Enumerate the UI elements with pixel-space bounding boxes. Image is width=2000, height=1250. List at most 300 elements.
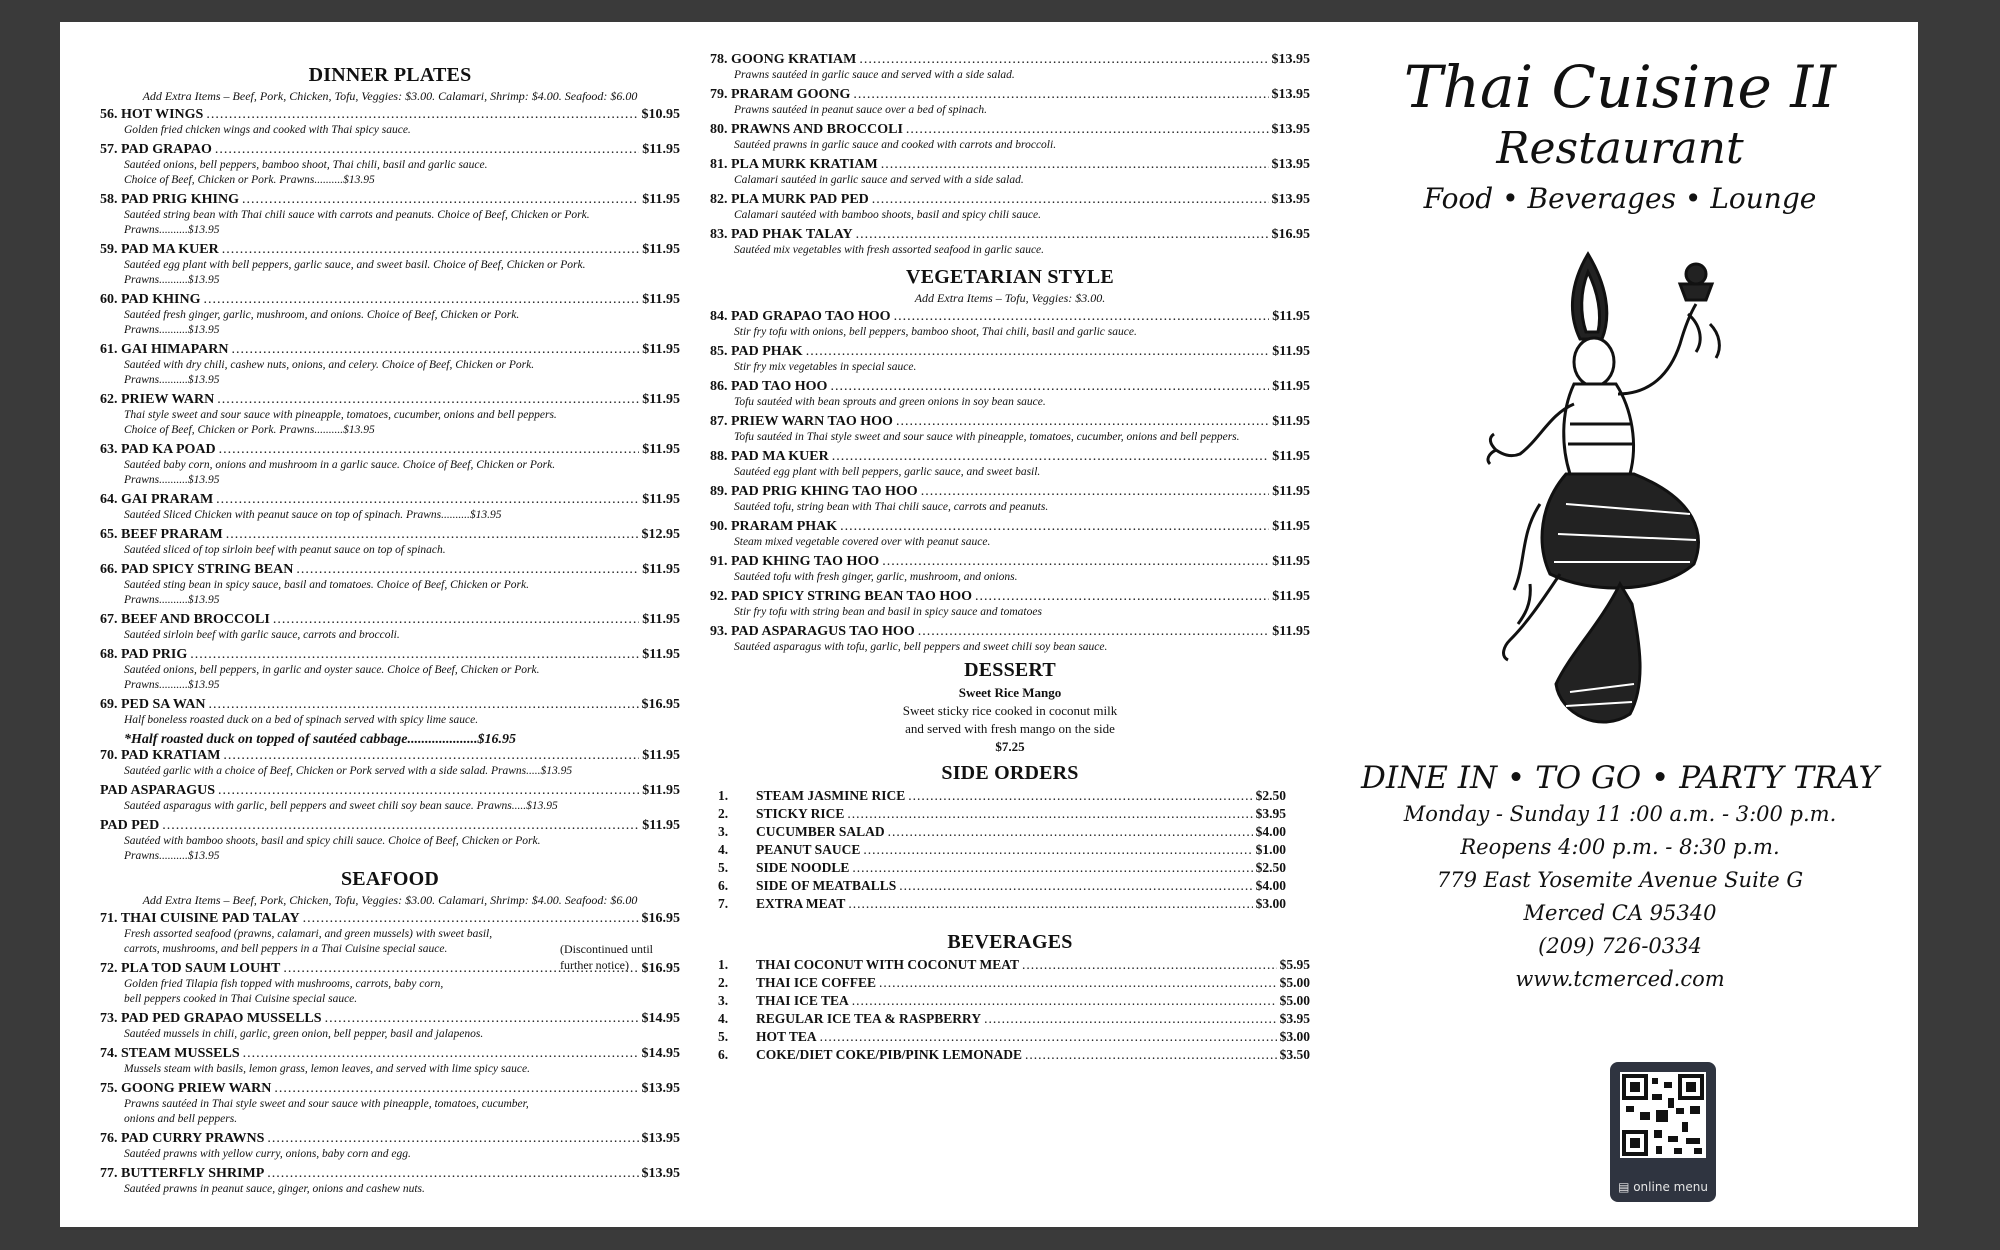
menu-item-name: 62. PRIEW WARN xyxy=(100,392,215,407)
menu-item-price: $11.95 xyxy=(642,342,680,357)
menu-item-name: 65. BEEF PRARAM xyxy=(100,527,223,542)
dot-leader xyxy=(975,589,1269,605)
menu-item-description: Golden fried Tilapia fish topped with mushrooms, carrots, baby corn, xyxy=(124,978,444,990)
menu-item-row xyxy=(710,87,1310,103)
menu-item-row xyxy=(710,519,1310,535)
menu-item-description: Fresh assorted seafood (prawns, calamari, and green mussels) with sweet basil, xyxy=(124,928,493,940)
list-item-number: 5. xyxy=(718,1029,729,1044)
menu-item-price: $11.95 xyxy=(642,492,680,507)
menu-item-description: Sautéed tofu with fresh ginger, garlic, mushroom, and onions. xyxy=(734,571,1018,583)
list-item xyxy=(718,1046,1310,1064)
address-street: 779 East Yosemite Avenue Suite G xyxy=(1436,868,1804,892)
menu-item-description: Sautéed baby corn, onions and mushroom in a garlic sauce. Choice of Beef, Chicken or Pork. xyxy=(124,459,556,471)
menu-item-name: 78. GOONG KRATIAM xyxy=(710,52,857,67)
menu-item xyxy=(100,697,680,728)
menu-item xyxy=(100,911,680,957)
menu-item-name: 92. PAD SPICY STRING BEAN TAO HOO xyxy=(710,589,973,604)
menu-item-description-extra: Prawns..........$13.95 xyxy=(124,274,220,286)
thai-dancer-illustration xyxy=(1470,244,1770,744)
menu-item-row xyxy=(100,107,680,123)
menu-item xyxy=(100,748,680,779)
dot-leader xyxy=(848,895,1252,913)
menu-item-name: 61. GAI HIMAPARN xyxy=(100,342,229,357)
menu-item xyxy=(710,87,1310,118)
menu-item-row xyxy=(100,192,680,208)
list-item-number: 1. xyxy=(718,957,729,972)
vegetarian-note: Add Extra Items – Tofu, Veggies: $3.00. xyxy=(914,291,1106,305)
online-menu-text: online menu xyxy=(1633,1180,1708,1194)
menu-item-price: $11.95 xyxy=(1272,379,1310,394)
menu-item-name: 66. PAD SPICY STRING BEAN xyxy=(100,562,294,577)
seafood-title: SEAFOOD xyxy=(340,868,440,890)
menu-item-description: Sautéed prawns in garlic sauce and cooked with carrots and broccoli. xyxy=(734,139,1057,151)
dinner-plates-note: Add Extra Items – Beef, Pork, Chicken, Tofu, Veggies: $3.00. Calamari, Shrimp: $4.00. Seafood: $6.00 xyxy=(142,89,638,103)
menu-item-row xyxy=(100,1131,680,1147)
menu-item-description-extra: Prawns..........$13.95 xyxy=(124,679,220,691)
menu-item-description: Sautéed mussels in chili, garlic, green onion, bell pepper, basil and jalapenos. xyxy=(124,1028,484,1040)
list-item xyxy=(718,956,1310,974)
dot-leader xyxy=(906,122,1269,138)
menu-item-row xyxy=(100,1046,680,1062)
menu-item-description: Steam mixed vegetable covered over with peanut sauce. xyxy=(734,536,991,548)
menu-item-description: Prawns sautéed in garlic sauce and served with a side salad. xyxy=(734,69,1015,81)
dot-leader xyxy=(1025,1046,1277,1064)
dot-leader xyxy=(217,392,639,408)
menu-item-description: Sautéed tofu, string bean with Thai chili sauce, carrots and peanuts. xyxy=(734,501,1049,513)
menu-item-price: $14.95 xyxy=(641,1046,680,1061)
menu-item-row xyxy=(710,379,1310,395)
menu-item-description: Sautéed Sliced Chicken with peanut sauce on top of spinach. Prawns..........$13.95 xyxy=(124,509,502,521)
menu-item-description: Prawns sautéed in Thai style sweet and sour sauce with pineapple, tomatoes, cucumber, xyxy=(124,1098,529,1110)
menu-item-name: 82. PLA MURK PAD PED xyxy=(710,192,869,207)
menu-item-description: Sautéed asparagus with garlic, bell peppers and sweet chili soy bean sauce. Prawns.....$13.95 xyxy=(124,800,558,812)
dot-leader xyxy=(243,1046,639,1062)
menu-item-description: Tofu sautéed with bean sprouts and green onions in soy bean sauce. xyxy=(734,396,1046,408)
seafood-list xyxy=(100,911,680,1197)
dot-leader xyxy=(242,192,639,208)
menu-item xyxy=(100,142,680,188)
menu-item-row xyxy=(100,442,680,458)
menu-item-row xyxy=(710,192,1310,208)
seafood-note: Add Extra Items – Beef, Pork, Chicken, Tofu, Veggies: $3.00. Calamari, Shrimp: $4.00. Seafood: $6.00 xyxy=(142,893,638,907)
menu-item-row xyxy=(710,414,1310,430)
menu-item-price: $13.95 xyxy=(641,1166,680,1181)
dot-leader xyxy=(162,818,639,834)
menu-item-description: Sautéed sliced of top sirloin beef with peanut sauce on top of spinach. xyxy=(124,544,446,556)
vegetarian-title: VEGETARIAN STYLE xyxy=(906,266,1114,288)
menu-item-price: $11.95 xyxy=(1272,449,1310,464)
menu-item-row xyxy=(710,449,1310,465)
dot-leader xyxy=(888,823,1253,841)
menu-item-price: $11.95 xyxy=(1272,344,1310,359)
dot-leader xyxy=(894,309,1270,325)
side-orders-title: SIDE ORDERS xyxy=(941,762,1079,784)
menu-item xyxy=(100,961,680,1007)
dot-leader xyxy=(918,624,1270,640)
menu-item-price: $13.95 xyxy=(1271,157,1310,172)
menu-item-description: Sautéed onions, bell peppers, in garlic and oyster sauce. Choice of Beef, Chicken or Pork. xyxy=(124,664,540,676)
menu-item-row xyxy=(710,344,1310,360)
menu-item-price: $11.95 xyxy=(642,442,680,457)
menu-item-row xyxy=(100,342,680,358)
list-item-name: HOT TEA xyxy=(756,1029,817,1044)
dot-leader xyxy=(1022,956,1277,974)
menu-item-description: Sautéed asparagus with tofu, garlic, bell peppers and sweet chili soy bean sauce. xyxy=(734,641,1108,653)
menu-item-name: PAD ASPARAGUS xyxy=(100,783,215,798)
dot-leader xyxy=(881,157,1269,173)
menu-item-description: Mussels steam with basils, lemon grass, lemon leaves, and served with lime spicy sauce. xyxy=(124,1063,530,1075)
menu-item xyxy=(710,589,1310,620)
menu-item-price: $10.95 xyxy=(641,107,680,122)
menu-item-description: Sautéed string bean with Thai chili sauce with carrots and peanuts. Choice of Beef, Chicken or Pork. xyxy=(124,209,590,221)
list-item-price: $3.00 xyxy=(1255,896,1286,911)
qr-code-badge[interactable] xyxy=(1610,1062,1716,1202)
menu-item xyxy=(100,1081,680,1127)
dot-leader xyxy=(879,974,1277,992)
hours-evening: Reopens 4:00 p.m. - 8:30 p.m. xyxy=(1460,835,1780,859)
dot-leader xyxy=(231,342,639,358)
list-item-price: $5.00 xyxy=(1279,993,1310,1008)
menu-item-price: $11.95 xyxy=(1272,309,1310,324)
menu-item-row xyxy=(710,484,1310,500)
menu-item-description: Sautéed with bamboo shoots, basil and spicy chili sauce. Choice of Beef, Chicken or Pork. xyxy=(124,835,541,847)
list-item-name: THAI ICE TEA xyxy=(756,993,849,1008)
menu-item-description: Thai style sweet and sour sauce with pineapple, tomatoes, cucumber, onions and bell peppers. xyxy=(124,409,557,421)
menu-item-description: Sautéed onions, bell peppers, bamboo shoot, Thai chili, basil and garlic sauce. xyxy=(124,159,488,171)
list-item-price: $4.00 xyxy=(1255,824,1286,839)
list-item-price: $2.50 xyxy=(1255,860,1286,875)
dot-leader xyxy=(325,1011,639,1027)
list-item xyxy=(718,974,1310,992)
dot-leader xyxy=(218,783,639,799)
menu-item-description-extra: Choice of Beef, Chicken or Pork. Prawns..........$13.95 xyxy=(124,174,375,186)
menu-item xyxy=(100,562,680,608)
menu-item-name: 64. GAI PRARAM xyxy=(100,492,214,507)
menu-item-price: $11.95 xyxy=(1272,484,1310,499)
menu-item-name: 63. PAD KA POAD xyxy=(100,442,216,457)
list-item-price: $3.50 xyxy=(1279,1047,1310,1062)
dot-leader xyxy=(223,748,639,764)
beverages-title: BEVERAGES xyxy=(947,931,1073,953)
menu-item-description-extra: Prawns..........$13.95 xyxy=(124,474,220,486)
menu-item xyxy=(100,1166,680,1197)
menu-item-price: $13.95 xyxy=(1271,87,1310,102)
list-item xyxy=(718,787,1286,805)
list-item-number: 7. xyxy=(718,896,729,911)
menu-item-row xyxy=(710,52,1310,68)
menu-item-description: Sautéed fresh ginger, garlic, mushroom, and onions. Choice of Beef, Chicken or Pork. xyxy=(124,309,520,321)
list-item-number: 3. xyxy=(718,993,729,1008)
dot-leader xyxy=(859,52,1268,68)
dot-leader xyxy=(921,484,1270,500)
menu-item xyxy=(100,612,680,643)
list-item xyxy=(718,841,1286,859)
menu-item-price: $11.95 xyxy=(1272,519,1310,534)
menu-item-price: $11.95 xyxy=(1272,624,1310,639)
menu-item-row xyxy=(710,554,1310,570)
menu-item-description: Sautéed sirloin beef with garlic sauce, carrots and broccoli. xyxy=(124,629,400,641)
dot-leader xyxy=(830,379,1269,395)
list-item-price: $3.95 xyxy=(1255,806,1286,821)
menu-item-price: $11.95 xyxy=(642,612,680,627)
menu-item-price: $13.95 xyxy=(1271,52,1310,67)
menu-item xyxy=(710,624,1310,655)
list-item-name: COKE/DIET COKE/PIB/PINK LEMONADE xyxy=(756,1047,1023,1062)
dot-leader xyxy=(832,449,1270,465)
column-right xyxy=(1330,22,1910,996)
menu-item xyxy=(710,52,1310,83)
menu-item-price: $13.95 xyxy=(1271,122,1310,137)
menu-item-price: $11.95 xyxy=(642,292,680,307)
side-orders-list xyxy=(710,787,1310,913)
menu-item-description: Calamari sautéed in garlic sauce and served with a side salad. xyxy=(734,174,1024,186)
menu-item xyxy=(710,227,1310,258)
dot-leader xyxy=(856,227,1269,243)
dot-leader xyxy=(899,877,1252,895)
dot-leader xyxy=(882,554,1269,570)
menu-item-row xyxy=(100,1081,680,1097)
list-item-price: $1.00 xyxy=(1255,842,1286,857)
list-item-number: 6. xyxy=(718,878,729,893)
menu-item-description: Golden fried chicken wings and cooked with Thai spicy sauce. xyxy=(124,124,411,136)
list-item xyxy=(718,805,1286,823)
list-item-name: STEAM JASMINE RICE xyxy=(756,788,906,803)
menu-item-name: 74. STEAM MUSSELS xyxy=(100,1046,240,1061)
dot-leader xyxy=(222,242,640,258)
menu-item-row xyxy=(100,612,680,628)
menu-item-description-extra: Prawns..........$13.95 xyxy=(124,850,220,862)
menu-item-row xyxy=(710,589,1310,605)
list-item xyxy=(718,823,1286,841)
menu-item-price: $11.95 xyxy=(642,562,680,577)
dessert-price: $7.25 xyxy=(995,739,1025,754)
menu-item xyxy=(710,554,1310,585)
restaurant-name: Thai Cuisine II xyxy=(1403,53,1837,121)
menu-item-name: PAD PED xyxy=(100,818,160,833)
dot-leader xyxy=(820,1028,1277,1046)
special-note: *Half roasted duck on topped of sautéed cabbage....................$16.95 xyxy=(124,732,516,747)
list-item-name: PEANUT SAUCE xyxy=(756,842,861,857)
menu-item xyxy=(100,1131,680,1162)
menu-item-price: $13.95 xyxy=(641,1081,680,1096)
dot-leader xyxy=(215,142,639,158)
menu-item-description-extra: onions and bell peppers. xyxy=(124,1113,238,1125)
menu-icon: ▤ xyxy=(1618,1180,1634,1194)
dessert-block xyxy=(710,684,1310,756)
dot-leader xyxy=(847,805,1252,823)
menu-item-price: $16.95 xyxy=(641,961,680,976)
hours-weekday: Monday - Sunday 11 :00 a.m. - 3:00 p.m. xyxy=(1403,802,1837,826)
menu-item-price: $13.95 xyxy=(1271,192,1310,207)
address-city: Merced CA 95340 xyxy=(1523,901,1717,925)
menu-item-row xyxy=(100,647,680,663)
dessert-title: DESSERT xyxy=(964,659,1056,681)
dot-leader xyxy=(806,344,1270,360)
menu-item-price: $16.95 xyxy=(641,697,680,712)
list-item-name: THAI ICE COFFEE xyxy=(756,975,877,990)
list-item xyxy=(718,1028,1310,1046)
dot-leader xyxy=(283,961,638,977)
menu-item-row xyxy=(100,562,680,578)
menu-item-row xyxy=(710,624,1310,640)
menu-item-description: Sautéed garlic with a choice of Beef, Chicken or Pork served with a side salad. Prawns.....$13.95 xyxy=(124,765,573,777)
list-item xyxy=(718,895,1286,913)
menu-item-description-extra: bell peppers cooked in Thai Cuisine special sauce. xyxy=(124,993,358,1005)
menu-item-price: $16.95 xyxy=(641,911,680,926)
dot-leader xyxy=(216,492,639,508)
list-item-number: 4. xyxy=(718,1011,729,1026)
menu-item-name: 72. PLA TOD SAUM LOUHT xyxy=(100,961,281,976)
dot-leader xyxy=(190,647,639,663)
menu-item-description-extra: Choice of Beef, Chicken or Pork. Prawns..........$13.95 xyxy=(124,424,375,436)
list-item-name: SIDE NOODLE xyxy=(756,860,850,875)
vegetarian-list xyxy=(710,309,1310,655)
list-item-price: $3.95 xyxy=(1279,1011,1310,1026)
restaurant-tagline: Food • Beverages • Lounge xyxy=(1423,182,1817,215)
menu-item-price: $11.95 xyxy=(642,783,680,798)
menu-item-description: Stir fry tofu with onions, bell peppers, bamboo shoot, Thai chili, basil and garlic sauce. xyxy=(734,326,1137,338)
dot-leader xyxy=(274,1081,638,1097)
menu-item-row xyxy=(100,1011,680,1027)
menu-item-description: Sautéed sting bean in spicy sauce, basil and tomatoes. Choice of Beef, Chicken or Pork. xyxy=(124,579,529,591)
menu-item-name: 87. PRIEW WARN TAO HOO xyxy=(710,414,893,429)
list-item-number: 2. xyxy=(718,975,729,990)
menu-item-name: 86. PAD TAO HOO xyxy=(710,379,828,394)
menu-item-row xyxy=(100,697,680,713)
menu-item-row xyxy=(100,527,680,543)
menu-item-description: Prawns sautéed in peanut sauce over a bed of spinach. xyxy=(734,104,987,116)
menu-item xyxy=(100,818,680,864)
menu-item-row xyxy=(100,292,680,308)
dessert-desc-1: Sweet sticky rice cooked in coconut milk xyxy=(902,703,1118,718)
menu-item-name: 67. BEEF AND BROCCOLI xyxy=(100,612,270,627)
menu-item-price: $14.95 xyxy=(641,1011,680,1026)
menu-item-name: 81. PLA MURK KRATIAM xyxy=(710,157,878,172)
dot-leader xyxy=(203,292,639,308)
menu-item-name: 73. PAD PED GRAPAO MUSSELLS xyxy=(100,1011,322,1026)
menu-item-name: 77. BUTTERFLY SHRIMP xyxy=(100,1166,265,1181)
menu-item-description-extra: Prawns..........$13.95 xyxy=(124,224,220,236)
dot-leader xyxy=(267,1131,638,1147)
menu-item-row xyxy=(100,142,680,158)
menu-item-row xyxy=(710,227,1310,243)
list-item xyxy=(718,859,1286,877)
dot-leader xyxy=(984,1010,1277,1028)
list-item-name: EXTRA MEAT xyxy=(756,896,846,911)
menu-item-description: Tofu sautéed in Thai style sweet and sour sauce with pineapple, tomatoes, cucumber, onions and bell peppers. xyxy=(734,431,1240,443)
menu-item xyxy=(710,519,1310,550)
dot-leader xyxy=(303,911,639,927)
restaurant-subtitle: Restaurant xyxy=(1496,123,1744,174)
dot-leader xyxy=(273,612,639,628)
menu-item-description: Sautéed prawns in peanut sauce, ginger, onions and cashew nuts. xyxy=(124,1183,425,1195)
menu-item xyxy=(100,192,680,238)
menu-item-name: 60. PAD KHING xyxy=(100,292,201,307)
dot-leader xyxy=(852,992,1277,1010)
menu-item xyxy=(710,122,1310,153)
menu-item-name: 88. PAD MA KUER xyxy=(710,449,829,464)
online-menu-label xyxy=(1610,1180,1716,1194)
menu-item-name: 91. PAD KHING TAO HOO xyxy=(710,554,880,569)
menu-item-name: 70. PAD KRATIAM xyxy=(100,748,221,763)
dot-leader xyxy=(896,414,1269,430)
menu-item-name: 59. PAD MA KUER xyxy=(100,242,219,257)
dot-leader xyxy=(872,192,1269,208)
menu-item xyxy=(100,292,680,338)
menu-page xyxy=(60,22,1918,1227)
menu-item-price: $11.95 xyxy=(1272,414,1310,429)
menu-item-description-extra: Prawns..........$13.95 xyxy=(124,594,220,606)
list-item-price: $5.00 xyxy=(1279,975,1310,990)
menu-item xyxy=(100,647,680,693)
menu-item-description: Sautéed egg plant with bell peppers, garlic sauce, and sweet basil. Choice of Beef, Chicken or Pork. xyxy=(124,259,586,271)
dot-leader xyxy=(863,841,1252,859)
menu-item-row xyxy=(710,309,1310,325)
discontinued-note: (Discontinued until further notice) xyxy=(560,942,653,972)
menu-item xyxy=(100,342,680,388)
beverages-list xyxy=(710,956,1310,1064)
menu-item-name: 76. PAD CURRY PRAWNS xyxy=(100,1131,265,1146)
list-item-name: CUCUMBER SALAD xyxy=(756,824,885,839)
menu-item-price: $11.95 xyxy=(642,818,680,833)
menu-item-name: 71. THAI CUISINE PAD TALAY xyxy=(100,911,300,926)
menu-item-price: $13.95 xyxy=(641,1131,680,1146)
menu-item-price: $11.95 xyxy=(642,392,680,407)
menu-item-description-extra: Prawns..........$13.95 xyxy=(124,374,220,386)
list-item-price: $5.95 xyxy=(1279,957,1310,972)
website-url[interactable]: www.tcmerced.com xyxy=(1515,967,1725,991)
column-middle xyxy=(710,52,1310,1064)
menu-item-description: Sautéed egg plant with bell peppers, garlic sauce, and sweet basil. xyxy=(734,466,1041,478)
menu-item xyxy=(100,442,680,488)
menu-item-price: $11.95 xyxy=(1272,589,1310,604)
menu-item xyxy=(100,107,680,138)
menu-item xyxy=(710,414,1310,445)
menu-item-description-extra: Prawns..........$13.95 xyxy=(124,324,220,336)
menu-item-name: 83. PAD PHAK TALAY xyxy=(710,227,853,242)
menu-item xyxy=(100,392,680,438)
menu-item-price: $11.95 xyxy=(642,242,680,257)
dot-leader xyxy=(219,442,640,458)
list-item-number: 3. xyxy=(718,824,729,839)
dot-leader xyxy=(296,562,639,578)
list-item-price: $2.50 xyxy=(1255,788,1286,803)
menu-item-price: $11.95 xyxy=(642,192,680,207)
list-item-price: $3.00 xyxy=(1279,1029,1310,1044)
menu-item xyxy=(710,192,1310,223)
menu-item-description: Calamari sautéed with bamboo shoots, basil and spicy chili sauce. xyxy=(734,209,1041,221)
dessert-name: Sweet Rice Mango xyxy=(958,685,1062,700)
menu-item xyxy=(710,484,1310,515)
menu-item-price: $12.95 xyxy=(641,527,680,542)
menu-item-name: 56. HOT WINGS xyxy=(100,107,204,122)
qr-code-icon xyxy=(1620,1072,1706,1158)
dot-leader xyxy=(267,1166,638,1182)
dot-leader xyxy=(908,787,1252,805)
menu-item-description: Stir fry mix vegetables in special sauce. xyxy=(734,361,917,373)
menu-item xyxy=(710,309,1310,340)
menu-item xyxy=(100,783,680,814)
menu-item-name: 93. PAD ASPARAGUS TAO HOO xyxy=(710,624,915,639)
menu-item xyxy=(100,1046,680,1077)
dinner-plates-title: DINNER PLATES xyxy=(308,64,472,86)
menu-item-row xyxy=(100,818,680,834)
dot-leader xyxy=(853,87,1268,103)
dot-leader xyxy=(226,527,639,543)
dinner-plates-list xyxy=(100,107,680,864)
menu-item-row xyxy=(100,1166,680,1182)
menu-item xyxy=(710,344,1310,375)
